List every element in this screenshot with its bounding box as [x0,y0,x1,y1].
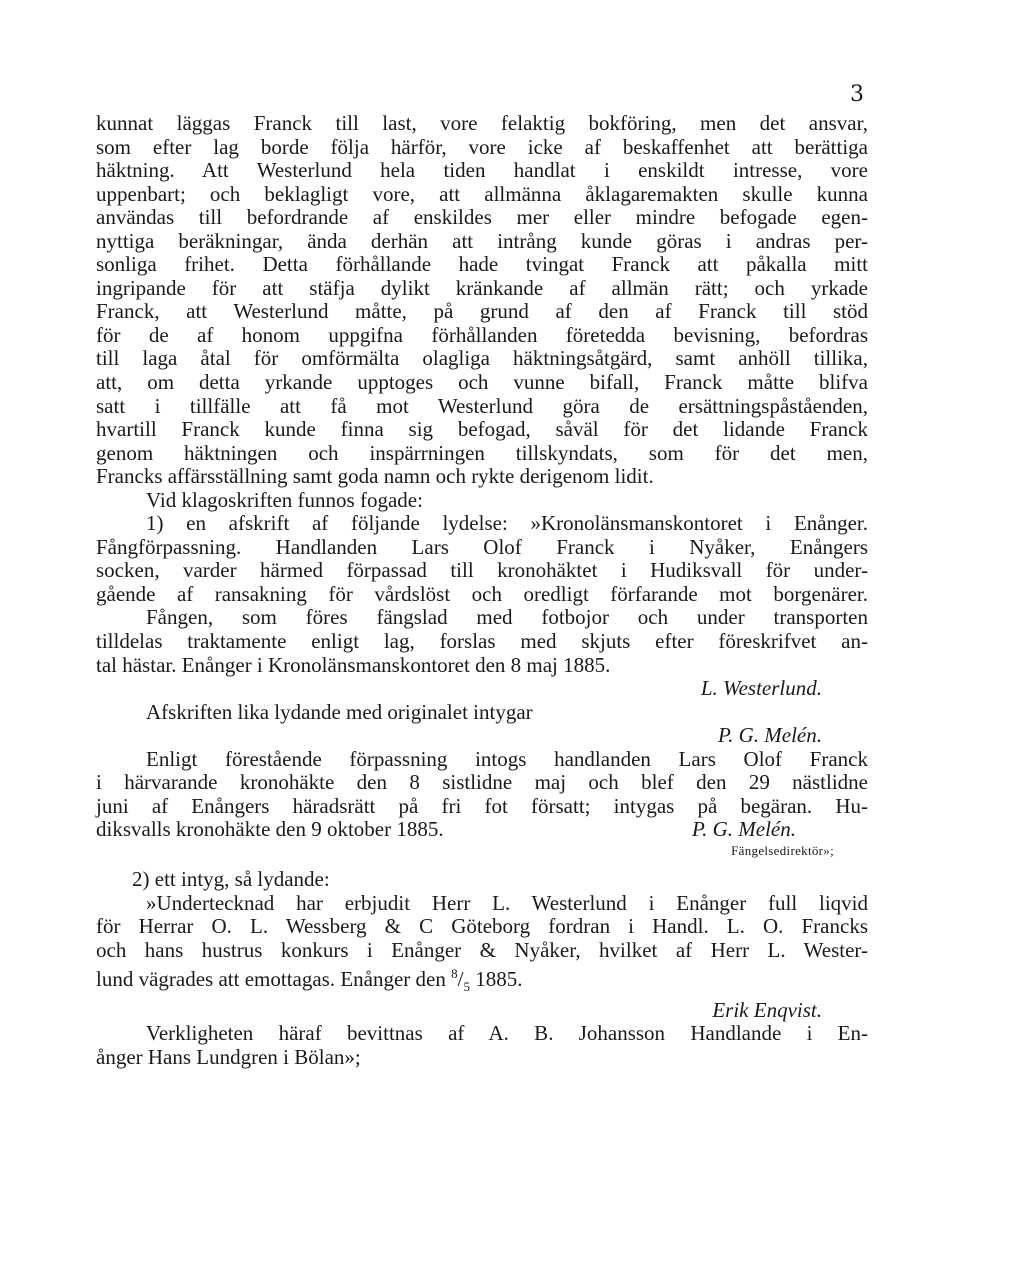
signature-westerlund: L. Westerlund. [700,676,822,701]
text-line: diksvalls kronohäkte den 9 oktober 1885. [96,817,444,842]
text-line: för de af honom uppgifna förhållanden företedda bevisning, befordras [96,322,868,347]
text-line: och hans hustrus konkurs i Enånger & Nyåker, hvilket af Herr L. Wester- [96,937,868,962]
text-line: Enligt förestående förpassning intogs handlanden Lars Olof Franck [146,746,868,771]
text-line: för Herrar O. L. Wessberg & C Göteborg fordran i Handl. L. O. Francks [96,914,868,939]
text-line: användas till befordrande af enskildes mer eller mindre befogade egen- [96,205,868,230]
text-line-with-signature [96,818,868,842]
text-line: att, om detta yrkande upptoges och vunne bifall, Franck måtte blifva [96,370,868,395]
text-line: satt i tillfälle att få mot Westerlund göra de ersättningspåståenden, [96,393,868,418]
text-line: tal hästar. Enånger i Kronolänsmanskontoret den 8 maj 1885. [96,652,611,677]
attachment-2-intro: 2) ett intyg, så lydande: [132,866,330,891]
text-line: 1) en afskrift af följande lydelse: »Kronolänsmanskontoret i Enånger. [146,511,868,536]
text-line: juni af Enångers häradsrätt på fri fot försatt; intygas på begäran. Hu- [96,793,868,818]
fraction-denominator: 5 [463,979,470,995]
text-fragment: 1885. [475,967,523,992]
text-line: häktning. Att Westerlund hela tiden handlat i enskildt intresse, vore [96,158,868,183]
signature-melen-2: P. G. Melén. [692,817,797,842]
text-line: ingripande för att stäfja dylikt kränkande af allmän rätt; och yrkade [96,275,868,300]
text-line: Francks affärsställning samt goda namn och rykte derigenom lidit. [96,464,654,489]
page-number: 3 [850,82,864,107]
text-line: nyttiga beräkningar, ända derhän att intrång kunde göras i andras per- [96,228,868,253]
signature-title: Fängelsedirektör»; [731,842,834,858]
text-line: Verkligheten häraf bevittnas af A. B. Johansson Handlande i En- [146,1021,868,1046]
signature-enqvist: Erik Enqvist. [712,997,822,1022]
paragraph-attachment-2 [96,892,868,999]
text-line: socken, varder härmed förpassad till kronohäktet i Hudiksvall för under- [96,558,868,583]
text-line: Fången, som föres fängslad med fotbojor och under transporten [146,605,868,630]
text-line: tilldelas traktamente enligt lag, forslas med skjuts efter föreskrifvet an- [96,629,868,654]
fraction-numerator: 8 [451,966,458,982]
paragraph-witness [96,1022,868,1069]
text-line: Fångförpassning. Handlanden Lars Olof Franck i Nyåker, Enångers [96,534,868,559]
paragraph-prisoner [96,606,868,677]
paragraph-complaint [96,112,868,489]
text-line: som efter lag borde följa härför, vore icke af beskaffenhet att berättiga [96,134,868,159]
text-line: gående af ransakning för vårdslöst och oredligt förfarande mot borgenärer. [96,581,868,606]
text-line: till laga åtal för omförmälta olagliga häktningsåtgärd, samt anhöll tillika, [96,346,868,371]
text-line: kunnat läggas Franck till last, vore felaktig bokföring, men det ansvar, [96,111,868,135]
text-line: hvartill Franck kunde finna sig befogad, såväl för det lidande Franck [96,417,868,442]
attachments-intro: Vid klagoskriften funnos fogade: [146,487,423,512]
text-line: uppenbart; och beklagligt vore, att allmänna åklagaremakten skulle kunna [96,181,868,206]
text-line: i härvarande kronohäkte den 8 sistlidne maj och blef den 29 nästlidne [96,770,868,795]
text-line: lund vägrades att emottagas. Enånger den $^8/_5$ 1885. [96,966,523,995]
text-fragment: lund vägrades att emottagas. Enånger den [96,967,446,992]
paragraph-attachment-1 [96,512,868,606]
text-line: Franck, att Westerlund måtte, på grund af den af Franck till stöd [96,299,868,324]
signature-melen: P. G. Melén. [717,723,822,748]
paragraph-detention [96,748,868,860]
text-line: ånger Hans Lundgren i Bölan»; [96,1044,361,1069]
certification-line: Afskriften lika lydande med originalet intygar [146,699,533,724]
text-line: genom häktningen och inspärrningen tillskyndats, som för det men, [96,440,868,465]
text-line: »Undertecknad har erbjudit Herr L. Westerlund i Enånger full liqvid [146,890,868,915]
text-line: sonliga frihet. Detta förhållande hade tvingat Franck att påkalla mitt [96,252,868,277]
document-body [96,112,868,1070]
